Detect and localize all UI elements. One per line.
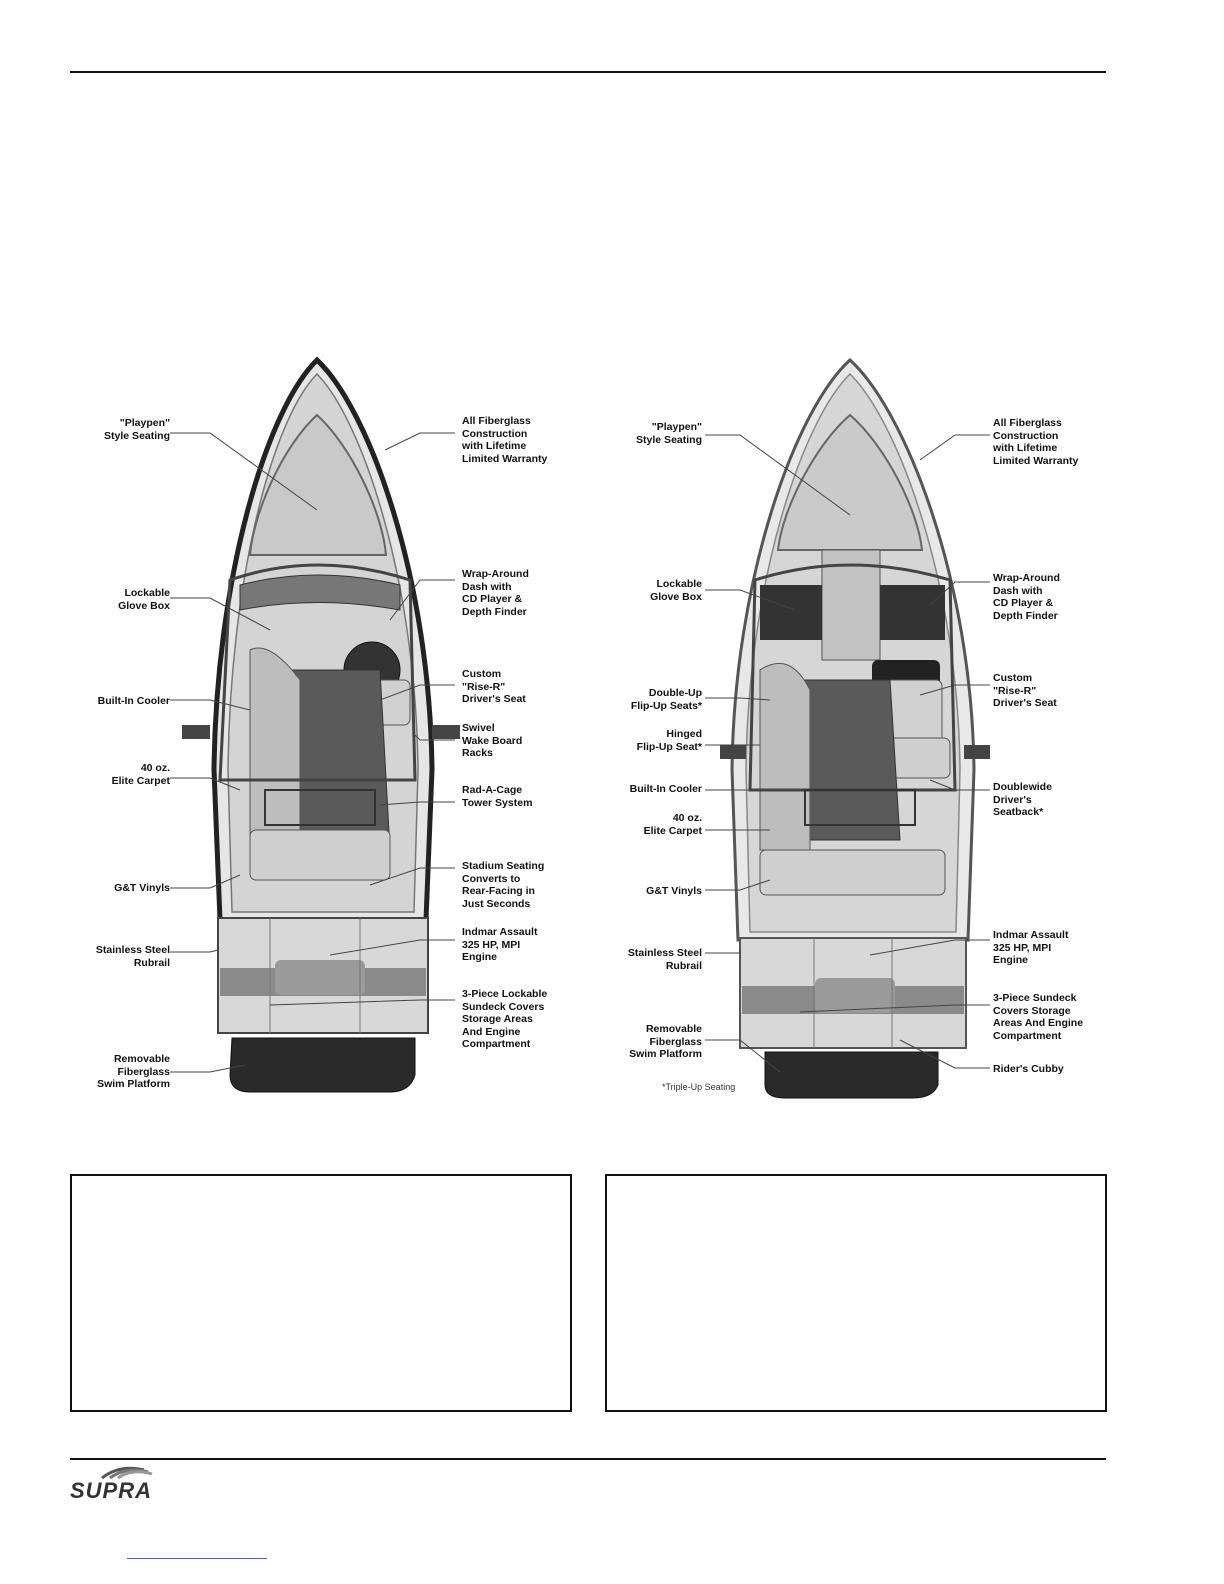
callout-left-playpen: "Playpen" Style Seating bbox=[104, 417, 170, 442]
callout-right-fiberglass: All Fiberglass Construction with Lifetime Limited Warranty bbox=[993, 417, 1079, 467]
footer-rule bbox=[70, 1458, 1106, 1460]
callout-right-dash: Wrap-Around Dash with CD Player & Depth Finder bbox=[993, 572, 1060, 622]
callout-right-double-up: Double-Up Flip-Up Seats* bbox=[630, 687, 702, 712]
callout-right-glove-box: Lockable Glove Box bbox=[650, 578, 702, 603]
callout-left-stadium-seating: Stadium Seating Converts to Rear-Facing in Just Seconds bbox=[462, 860, 545, 910]
callout-left-drivers-seat: Custom "Rise-R" Driver's Seat bbox=[462, 668, 526, 705]
callout-left-carpet: 40 oz. Elite Carpet bbox=[111, 762, 170, 787]
callout-left-glove-box: Lockable Glove Box bbox=[118, 587, 170, 612]
callout-left-sundeck: 3-Piece Lockable Sundeck Covers Storage Areas And Engine Compartment bbox=[462, 988, 548, 1050]
callout-right-sundeck: 3-Piece Sundeck Covers Storage Areas And Engine Compartment bbox=[993, 992, 1084, 1042]
callout-left-swim-platform: Removable Fiberglass Swim Platform bbox=[97, 1053, 170, 1090]
spec-box-right bbox=[605, 1174, 1107, 1412]
callout-right-cooler: Built-In Cooler bbox=[629, 783, 702, 795]
callout-left-cooler: Built-In Cooler bbox=[97, 695, 170, 707]
header-rule bbox=[70, 71, 1106, 73]
callout-left-tower: Rad-A-Cage Tower System bbox=[462, 784, 533, 809]
callout-left-vinyls: G&T Vinyls bbox=[114, 882, 170, 894]
callout-right-vinyls: G&T Vinyls bbox=[646, 885, 702, 897]
footer-link-underline bbox=[127, 1558, 267, 1559]
callout-right-doublewide: Doublewide Driver's Seatback* bbox=[993, 781, 1052, 818]
footnote-triple-up: *Triple-Up Seating bbox=[662, 1082, 736, 1092]
spec-box-left bbox=[70, 1174, 572, 1412]
callout-left-fiberglass: All Fiberglass Construction with Lifetime Limited Warranty bbox=[462, 415, 548, 465]
callout-right-hinged: Hinged Flip-Up Seat* bbox=[636, 728, 702, 753]
supra-logo bbox=[70, 1464, 182, 1504]
callout-left-wakeboard-racks: Swivel Wake Board Racks bbox=[462, 722, 523, 759]
callout-left-dash: Wrap-Around Dash with CD Player & Depth Finder bbox=[462, 568, 529, 618]
callout-left-engine: Indmar Assault 325 HP, MPI Engine bbox=[462, 926, 538, 963]
callout-right-carpet: 40 oz. Elite Carpet bbox=[643, 812, 702, 837]
callout-right-riders-cubby: Rider's Cubby bbox=[993, 1063, 1064, 1075]
callout-right-drivers-seat: Custom "Rise-R" Driver's Seat bbox=[993, 672, 1057, 709]
callout-right-swim-platform: Removable Fiberglass Swim Platform bbox=[629, 1023, 702, 1060]
callout-right-rubrail: Stainless Steel Rubrail bbox=[627, 947, 702, 972]
callout-left-rubrail: Stainless Steel Rubrail bbox=[95, 944, 170, 969]
callout-right-playpen: "Playpen" Style Seating bbox=[636, 421, 702, 446]
callout-right-engine: Indmar Assault 325 HP, MPI Engine bbox=[993, 929, 1069, 966]
supra-logo-text: SUPRA bbox=[70, 1478, 153, 1503]
